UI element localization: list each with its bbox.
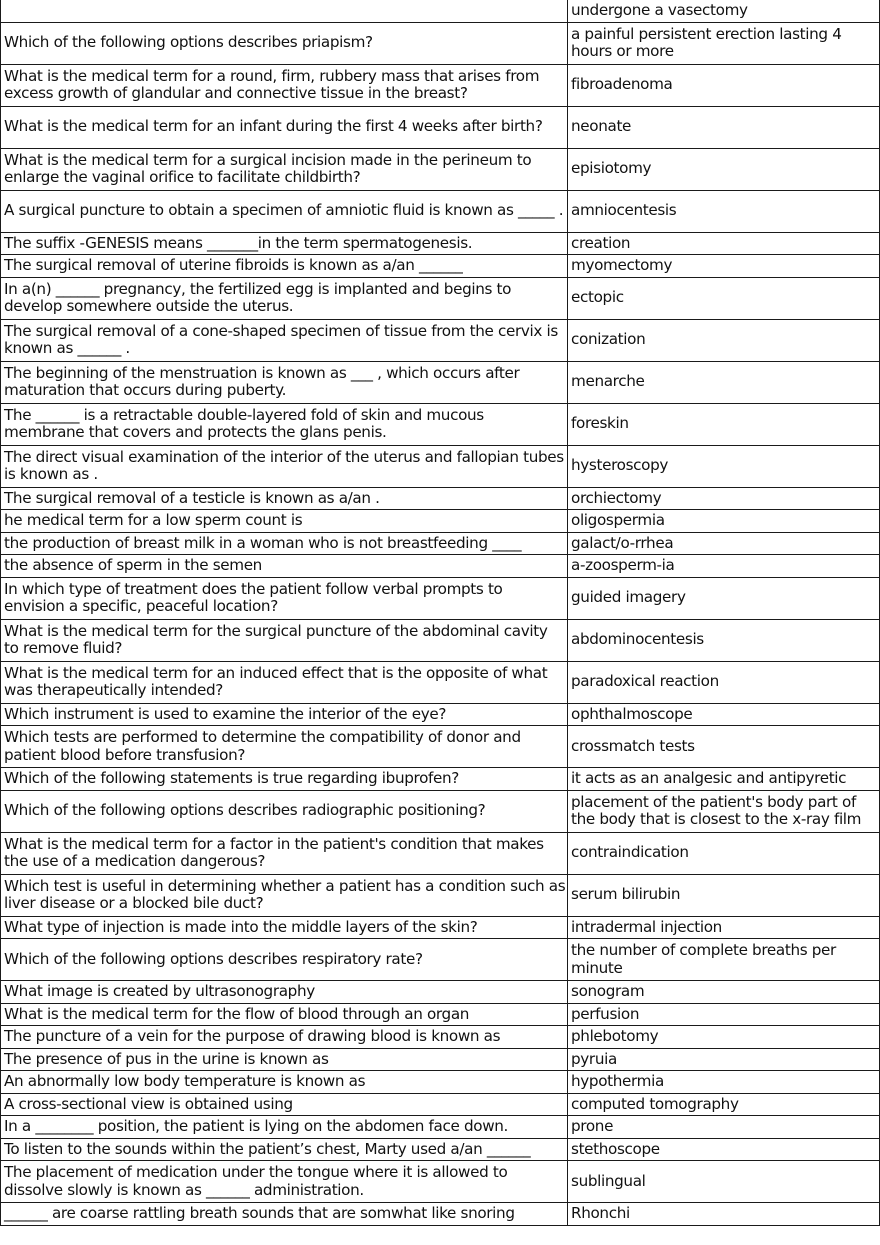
question-cell: What image is created by ultrasonography — [1, 981, 568, 1004]
table-row — [1, 232, 880, 255]
question-cell: What is the medical term for the flow of blood through an organ — [1, 1003, 568, 1026]
question-cell: An abnormally low body temperature is known as — [1, 1071, 568, 1094]
table-row — [1, 1203, 880, 1226]
answer-cell: neonate — [568, 106, 880, 148]
table-row — [1, 106, 880, 148]
table-row — [1, 703, 880, 726]
question-cell: Which of the following options describes radiographic positioning? — [1, 790, 568, 832]
answer-cell: amniocentesis — [568, 190, 880, 232]
question-cell: What is the medical term for a surgical incision made in the perineum to enlarge the vaginal orifice to facilitate childbirth? — [1, 148, 568, 190]
answer-cell: hysteroscopy — [568, 445, 880, 487]
answer-cell: galact/o-rrhea — [568, 532, 880, 555]
question-cell: The beginning of the menstruation is known as ___ , which occurs after maturation that occurs during puberty. — [1, 361, 568, 403]
question-cell: What is the medical term for an induced effect that is the opposite of what was therapeutically intended? — [1, 661, 568, 703]
answer-cell: orchiectomy — [568, 487, 880, 510]
question-cell: In a ________ position, the patient is lying on the abdomen face down. — [1, 1116, 568, 1139]
table-row — [1, 768, 880, 791]
question-cell: Which of the following options describes respiratory rate? — [1, 939, 568, 981]
table-row — [1, 1003, 880, 1026]
table-row — [1, 190, 880, 232]
question-cell: To listen to the sounds within the patient’s chest, Marty used a/an ______ — [1, 1138, 568, 1161]
question-cell: the production of breast milk in a woman who is not breastfeeding ____ — [1, 532, 568, 555]
table-row — [1, 22, 880, 64]
table-row — [1, 1026, 880, 1049]
answer-cell: fibroadenoma — [568, 64, 880, 106]
answer-cell: prone — [568, 1116, 880, 1139]
question-cell: A cross-sectional view is obtained using — [1, 1093, 568, 1116]
question-cell: Which instrument is used to examine the interior of the eye? — [1, 703, 568, 726]
table-row — [1, 510, 880, 533]
answer-cell: foreskin — [568, 403, 880, 445]
table-row — [1, 255, 880, 278]
table-row — [1, 555, 880, 578]
answer-cell: the number of complete breaths per minute — [568, 939, 880, 981]
question-cell: the absence of sperm in the semen — [1, 555, 568, 578]
question-cell: ______ are coarse rattling breath sounds that are somwhat like snoring — [1, 1203, 568, 1226]
table-row — [1, 319, 880, 361]
answer-cell: ectopic — [568, 277, 880, 319]
answer-cell: serum bilirubin — [568, 874, 880, 916]
table-row — [1, 1161, 880, 1203]
table-row — [1, 939, 880, 981]
question-cell: In which type of treatment does the patient follow verbal prompts to envision a specific, peaceful location? — [1, 577, 568, 619]
question-cell: In a(n) ______ pregnancy, the fertilized egg is implanted and begins to develop somewhere outside the uterus. — [1, 277, 568, 319]
table-row — [1, 619, 880, 661]
table-row — [1, 487, 880, 510]
question-cell: What is the medical term for a factor in the patient's condition that makes the use of a medication dangerous? — [1, 832, 568, 874]
question-cell: Which test is useful in determining whether a patient has a condition such as liver disease or a blocked bile duct? — [1, 874, 568, 916]
answer-cell: computed tomography — [568, 1093, 880, 1116]
question-cell: What is the medical term for a round, firm, rubbery mass that arises from excess growth of glandular and connective tissue in the breast? — [1, 64, 568, 106]
question-cell: The surgical removal of a cone-shaped specimen of tissue from the cervix is known as ______ . — [1, 319, 568, 361]
table-row — [1, 277, 880, 319]
answer-cell: it acts as an analgesic and antipyretic — [568, 768, 880, 791]
table-row — [1, 532, 880, 555]
answer-cell: creation — [568, 232, 880, 255]
answer-cell: contraindication — [568, 832, 880, 874]
table-row — [1, 832, 880, 874]
question-cell: he medical term for a low sperm count is — [1, 510, 568, 533]
question-cell: Which of the following options describes priapism? — [1, 22, 568, 64]
table-row — [1, 726, 880, 768]
answer-cell: phlebotomy — [568, 1026, 880, 1049]
question-cell: Which tests are performed to determine the compatibility of donor and patient blood before transfusion? — [1, 726, 568, 768]
table-row — [1, 1093, 880, 1116]
answer-cell: stethoscope — [568, 1138, 880, 1161]
question-cell: The suffix -GENESIS means _______in the term spermatogenesis. — [1, 232, 568, 255]
answer-cell: myomectomy — [568, 255, 880, 278]
answer-cell: a-zoosperm-ia — [568, 555, 880, 578]
question-cell: The placement of medication under the tongue where it is allowed to dissolve slowly is known as ______ administration. — [1, 1161, 568, 1203]
table-row — [1, 1116, 880, 1139]
answer-cell: ophthalmoscope — [568, 703, 880, 726]
table-row — [1, 361, 880, 403]
question-cell: The presence of pus in the urine is known as — [1, 1048, 568, 1071]
question-cell: A surgical puncture to obtain a specimen of amniotic fluid is known as _____ . — [1, 190, 568, 232]
table-row — [1, 1048, 880, 1071]
answer-cell: pyruia — [568, 1048, 880, 1071]
table-row — [1, 874, 880, 916]
question-cell: What type of injection is made into the middle layers of the skin? — [1, 916, 568, 939]
question-cell: The surgical removal of a testicle is known as a/an . — [1, 487, 568, 510]
question-cell: The ______ is a retractable double-layered fold of skin and mucous membrane that covers and protects the glans penis. — [1, 403, 568, 445]
question-cell: What is the medical term for the surgical puncture of the abdominal cavity to remove fluid? — [1, 619, 568, 661]
table-row — [1, 445, 880, 487]
answer-cell: a painful persistent erection lasting 4 hours or more — [568, 22, 880, 64]
table-row — [1, 1071, 880, 1094]
answer-cell: episiotomy — [568, 148, 880, 190]
answer-cell: abdominocentesis — [568, 619, 880, 661]
question-cell: The puncture of a vein for the purpose of drawing blood is known as — [1, 1026, 568, 1049]
answer-cell: guided imagery — [568, 577, 880, 619]
question-cell: The surgical removal of uterine fibroids is known as a/an ______ — [1, 255, 568, 278]
answer-cell: crossmatch tests — [568, 726, 880, 768]
answer-cell: sonogram — [568, 981, 880, 1004]
table-row — [1, 790, 880, 832]
answer-cell: hypothermia — [568, 1071, 880, 1094]
table-row — [1, 981, 880, 1004]
question-cell — [1, 0, 568, 22]
table-row — [1, 661, 880, 703]
table-row — [1, 403, 880, 445]
answer-cell: Rhonchi — [568, 1203, 880, 1226]
table-row — [1, 0, 880, 22]
answer-cell: placement of the patient's body part of the body that is closest to the x-ray film — [568, 790, 880, 832]
table-row — [1, 64, 880, 106]
answer-cell: sublingual — [568, 1161, 880, 1203]
table-row — [1, 148, 880, 190]
answer-cell: undergone a vasectomy — [568, 0, 880, 22]
answer-cell: paradoxical reaction — [568, 661, 880, 703]
answer-cell: intradermal injection — [568, 916, 880, 939]
answer-cell: menarche — [568, 361, 880, 403]
question-cell: What is the medical term for an infant during the first 4 weeks after birth? — [1, 106, 568, 148]
table-row — [1, 1138, 880, 1161]
question-cell: The direct visual examination of the interior of the uterus and fallopian tubes is known as . — [1, 445, 568, 487]
question-cell: Which of the following statements is true regarding ibuprofen? — [1, 768, 568, 791]
table-row — [1, 577, 880, 619]
answer-cell: perfusion — [568, 1003, 880, 1026]
answer-cell: oligospermia — [568, 510, 880, 533]
table-row — [1, 916, 880, 939]
answer-cell: conization — [568, 319, 880, 361]
